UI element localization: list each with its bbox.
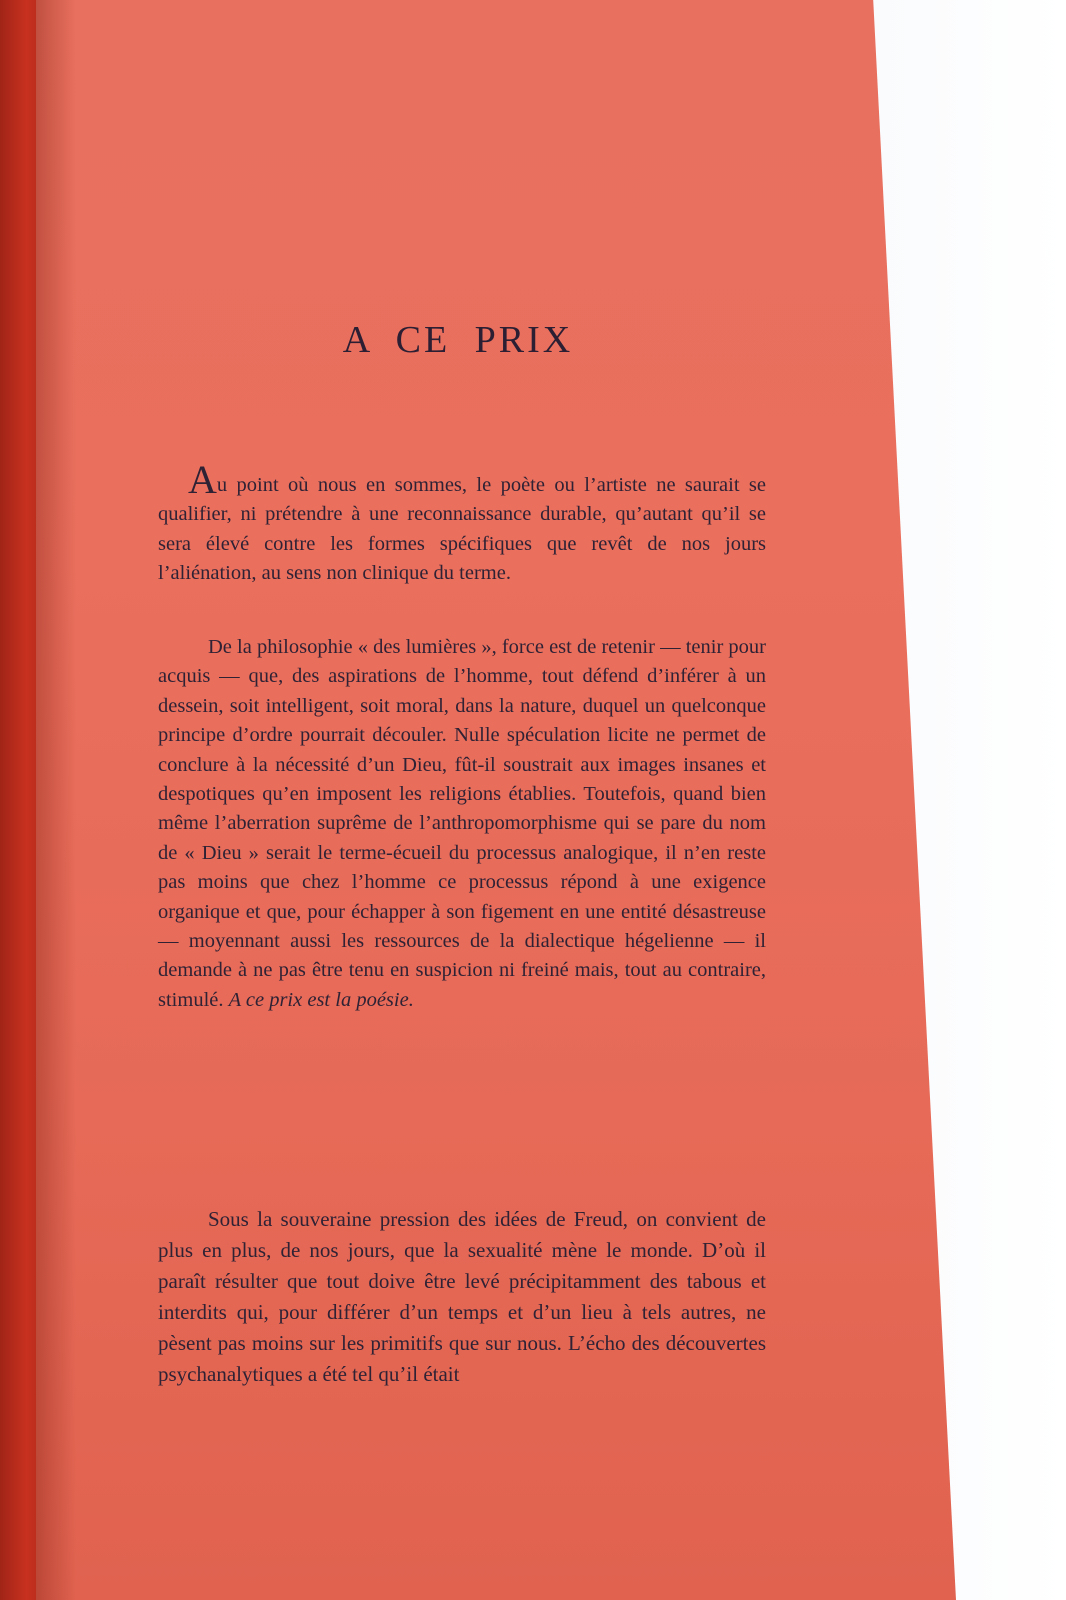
page-title: A CE PRIX (342, 319, 574, 361)
drop-cap: A (188, 457, 217, 502)
paragraph-2-text: De la philosophie « des lumières », force est de retenir — tenir pour acquis — que, des aspirations de l’homme, tout défend d’inférer à un dessein, soit intelligent, soit moral, dans la nature, duquel un quelconque principe d’ordre pourrait découler. Nulle spéculation licite ne permet de conclure à la nécessité d’un Dieu, fût-il soustrait aux images insanes et despotiques qu’en imposent les religions établies. Toutefois, quand bien même l’aberration suprême de l’anthropomorphisme qui se pare du nom de « Dieu » serait le terme-écueil du processus analogique, il n’en reste pas moins que chez l’homme ce processus répond à une exigence organique et que, pour échapper à son figement en une entité désastreuse — moyennant aussi les ressources de la dialectique hégelienne — il demande à ne pas être tenu en suspicion ni freiné mais, tout au contraire, stimulé. (158, 636, 766, 1011)
paragraph-3-text: Sous la souveraine pression des idées de Freud, on convient de plus en plus, de nos jours, que la sexualité mène le monde. D’où il paraît résulter que tout doive être levé précipitamment des tabous et interdits qui, pour différer d’un temps et d’un lieu à tels autres, ne pèsent pas moins sur les primitifs que sur nous. L’écho des découvertes psychanalytiques a été tel qu’il était (158, 1207, 766, 1386)
paragraph-1 (158, 457, 766, 589)
paragraph-1-text: u point où nous en sommes, le poète ou l’artiste ne saurait se qualifier, ni prétendre à une reconnaissance durable, qu’autant qu’il se sera élevé contre les formes spécifiques que revêt de nos jours l’aliénation, au sens non clinique du terme. (158, 474, 766, 585)
paragraph-2-italic-end: A ce prix est la poésie. (228, 988, 414, 1011)
paragraph-2 (158, 633, 766, 1015)
page-gutter-shadow (36, 0, 76, 1600)
paragraph-3 (158, 1204, 766, 1390)
